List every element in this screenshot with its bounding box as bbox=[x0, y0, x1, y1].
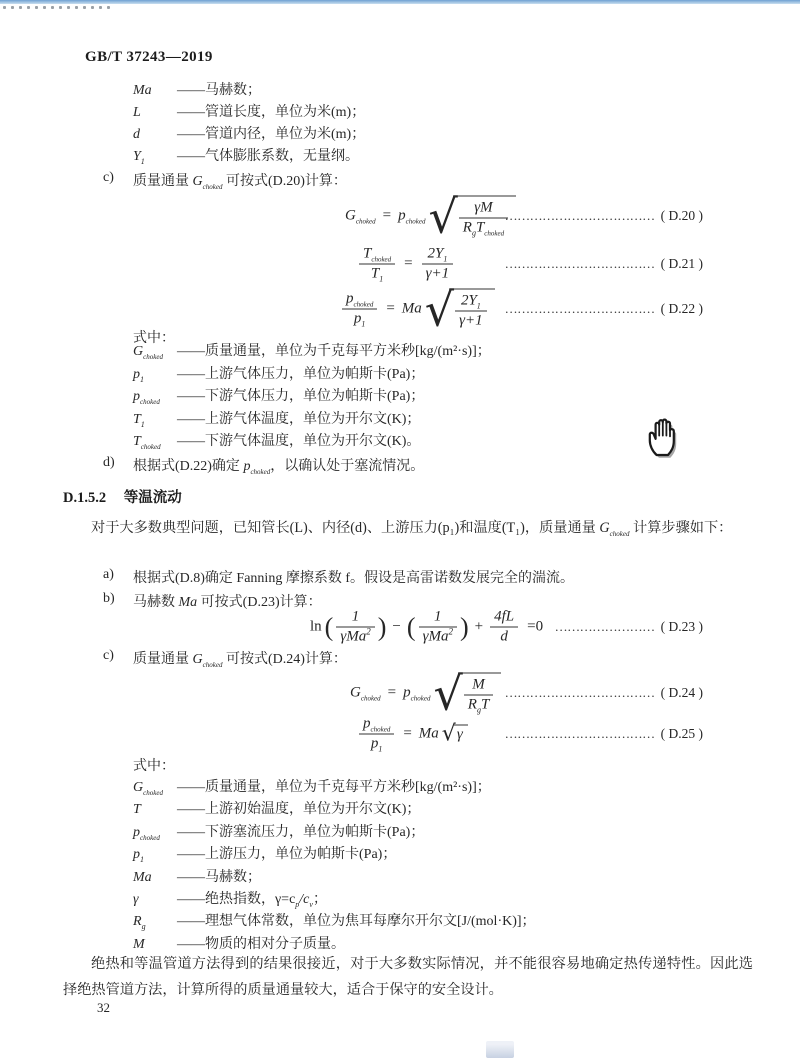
equation-d20-tail bbox=[505, 208, 703, 224]
sqrt-radical: √ γ bbox=[442, 725, 468, 744]
variable-symbol: L bbox=[133, 105, 141, 120]
definition-symbol: $T_{choked}$ bbox=[133, 434, 161, 451]
definition-row bbox=[133, 777, 536, 799]
list-item-d bbox=[103, 455, 424, 475]
definition-row bbox=[133, 867, 536, 889]
definition-row bbox=[133, 844, 536, 866]
definition-desc: ——质量通量，单位为千克每平方米秒[kg/(m²·s)]； bbox=[177, 344, 491, 359]
definition-desc: ——上游初始温度，单位为开尔文(K)； bbox=[177, 802, 421, 818]
sqrt-radical: √ $\frac{2Y_1}{\gamma+1}$ bbox=[425, 289, 495, 330]
variable-desc: ——马赫数； bbox=[177, 83, 261, 98]
variable-row bbox=[133, 102, 365, 124]
definition-symbol: $G_{choked}$ bbox=[133, 344, 163, 361]
list-marker: c) bbox=[103, 648, 114, 663]
leader-dots: ……………………………… bbox=[504, 301, 655, 316]
equation-number: ( D.23 ) bbox=[660, 619, 703, 634]
definition-desc: ——上游气体压力，单位为帕斯卡(Pa)； bbox=[177, 366, 425, 382]
definition-row bbox=[133, 409, 491, 432]
leader-dots: ……………………………… bbox=[504, 726, 655, 741]
definition-symbol: $p_1$ bbox=[133, 366, 144, 384]
equation-number: ( D.21 ) bbox=[660, 256, 703, 271]
variable-desc: ——管道长度，单位为米(m)； bbox=[177, 105, 366, 120]
list-item-text: 马赫数 Ma 可按式(D.23)计算： bbox=[133, 595, 322, 610]
list-item-text: 质量通量 $G_{choked}$ 可按式(D.20)计算： bbox=[133, 174, 347, 191]
definition-row bbox=[133, 911, 536, 933]
definition-desc: ——理想气体常数，单位为焦耳每摩尔开尔文[J/(mol·K)]； bbox=[177, 914, 536, 930]
paragraph-intro: 对于大多数典型问题，已知管长(L)、内径(d)、上游压力(p₁)和温度(T₁)，质量通量 $G_{choked}$ 计算步骤如下： bbox=[91, 520, 733, 538]
definition-row bbox=[133, 431, 491, 454]
equation-d20-body: $G_{choked}$ = $p_{choked}$ √ $\frac{\gamma M}{R_gT_{choked}}$ bbox=[345, 196, 516, 237]
leader-dots: …………………… bbox=[554, 619, 655, 634]
section-title: 等温流动 bbox=[123, 490, 182, 506]
definition-symbol: $p_{choked}$ bbox=[133, 824, 160, 842]
where-title-2: 式中： bbox=[133, 759, 175, 774]
definition-symbol: $T_1$ bbox=[133, 411, 145, 429]
equation-number: ( D.24 ) bbox=[660, 685, 703, 700]
definition-desc: ——下游气体压力，单位为帕斯卡(Pa)； bbox=[177, 389, 425, 404]
definition-desc: ——马赫数； bbox=[177, 869, 261, 885]
list-item-text: 根据式(D.22)确定 $p_{choked}$，以确认处于塞流情况。 bbox=[133, 459, 425, 476]
leader-dots: ……………………………… bbox=[504, 256, 655, 271]
list-item-text: 质量通量 $G_{choked}$ 可按式(D.24)计算： bbox=[133, 652, 347, 669]
list-marker: d) bbox=[103, 455, 115, 470]
definition-symbol: $G_{choked}$ bbox=[133, 780, 163, 797]
definition-desc: ——下游气体温度，单位为开尔文(K)。 bbox=[177, 434, 421, 449]
definition-symbol: γ bbox=[133, 892, 139, 908]
equation-d24-body: $G_{choked}$ = $p_{choked}$ √ $\frac{M}{R_gT}$ bbox=[350, 673, 501, 714]
definition-symbol: T bbox=[133, 802, 141, 818]
definition-row bbox=[133, 386, 491, 409]
variable-desc: ——管道内径，单位为米(m)； bbox=[177, 127, 366, 142]
equation-d22-tail bbox=[505, 301, 703, 317]
definition-symbol: $p_{choked}$ bbox=[133, 389, 160, 406]
definition-row bbox=[133, 799, 536, 821]
list-marker: a) bbox=[103, 567, 114, 582]
list-item-c2 bbox=[103, 648, 347, 668]
definition-symbol: Ma bbox=[133, 869, 152, 885]
sqrt-radical: √ $\frac{M}{R_gT}$ bbox=[433, 673, 501, 714]
list-marker: c) bbox=[103, 170, 114, 185]
definition-list-2 bbox=[133, 777, 536, 956]
variable-symbol: d bbox=[133, 127, 140, 142]
definition-list-1 bbox=[133, 341, 491, 454]
definition-desc: ——绝热指数，$\gamma=c_p/c_v$； bbox=[177, 892, 327, 909]
variable-desc: ——气体膨胀系数，无量纲。 bbox=[177, 149, 359, 164]
section-number: D.1.5.2 bbox=[63, 490, 107, 506]
equation-d21 bbox=[0, 242, 800, 286]
variable-symbol: Ma bbox=[133, 83, 152, 98]
equation-d24-tail bbox=[505, 685, 703, 701]
page-number: 32 bbox=[97, 1000, 110, 1015]
definition-desc: ——上游气体温度，单位为开尔文(K)； bbox=[177, 411, 421, 427]
where-title-1: 式中： bbox=[133, 331, 175, 346]
definition-row bbox=[133, 822, 536, 844]
equation-d23 bbox=[0, 606, 800, 648]
equation-d21-body: $\frac{T_{choked}}{T_1}$ = $\frac{2Y_1}{\gamma+1}$ bbox=[357, 246, 455, 283]
equation-number: ( D.20 ) bbox=[660, 208, 703, 223]
definition-symbol: $p_1$ bbox=[133, 847, 144, 865]
list-item-a bbox=[103, 567, 574, 587]
equation-d23-body: ln ( $\frac{1}{\gamma Ma^2}$ ) − ( $\frac{1}{\gamma Ma^2}$ ) + $\frac{4fL}{d}$ =0 bbox=[310, 608, 544, 645]
definition-row bbox=[133, 889, 536, 911]
equation-d22 bbox=[0, 284, 800, 334]
section-heading bbox=[63, 486, 182, 507]
bottom-scrollbar-artifact[interactable] bbox=[486, 1041, 514, 1058]
definition-desc: ——物质的相对分子质量。 bbox=[177, 936, 345, 952]
variable-list-top bbox=[133, 80, 365, 168]
equation-d25-tail bbox=[505, 726, 703, 742]
definition-row bbox=[133, 341, 491, 364]
list-marker: b) bbox=[103, 591, 115, 606]
definition-symbol: M bbox=[133, 936, 145, 952]
paragraph-closing: 绝热和等温管道方法得到的结果很接近，对于大多数实际情况，并不能很容易地确定热传递特性。因此选择绝热管道方法，计算所得的质量通量较大，适合于保守的安全设计。 bbox=[63, 956, 753, 998]
equation-d20 bbox=[0, 190, 800, 242]
definition-desc: ——下游塞流压力，单位为帕斯卡(Pa)； bbox=[177, 824, 425, 840]
definition-desc: ——上游压力，单位为帕斯卡(Pa)； bbox=[177, 847, 397, 863]
equation-d25-body: $\frac{p_{choked}}{p_1}$ = Ma √ γ bbox=[357, 716, 468, 753]
variable-symbol: $Y_1$ bbox=[133, 149, 145, 166]
equation-number: ( D.22 ) bbox=[660, 301, 703, 316]
leader-dots: ……………………………… bbox=[504, 208, 655, 223]
hand-grab-cursor-icon bbox=[640, 412, 688, 462]
leader-dots: ……………………………… bbox=[504, 685, 655, 700]
equation-d22-body: $\frac{p_{choked}}{p_1}$ = Ma √ $\frac{2Y_1}{\gamma+1}$ bbox=[340, 289, 495, 330]
list-item-c bbox=[103, 170, 347, 190]
variable-row bbox=[133, 124, 365, 146]
standard-number-header: GB/T 37243—2019 bbox=[85, 49, 213, 65]
equation-number: ( D.25 ) bbox=[660, 726, 703, 741]
sqrt-radical: √ $\frac{\gamma M}{R_gT_{choked}}$ bbox=[428, 196, 516, 237]
variable-row bbox=[133, 146, 365, 168]
definition-row bbox=[133, 364, 491, 387]
list-item-text: 根据式(D.8)确定 Fanning 摩擦系数 f。假设是高雷诺数发展完全的湍流。 bbox=[133, 571, 574, 586]
equation-d23-tail bbox=[555, 619, 703, 635]
definition-desc: ——质量通量，单位为千克每平方米秒[kg/(m²·s)]； bbox=[177, 780, 491, 795]
equation-d24 bbox=[0, 668, 800, 718]
variable-row bbox=[133, 80, 365, 102]
definition-symbol: $R_g$ bbox=[133, 914, 146, 932]
equation-d21-tail bbox=[505, 256, 703, 272]
equation-d25 bbox=[0, 712, 800, 756]
